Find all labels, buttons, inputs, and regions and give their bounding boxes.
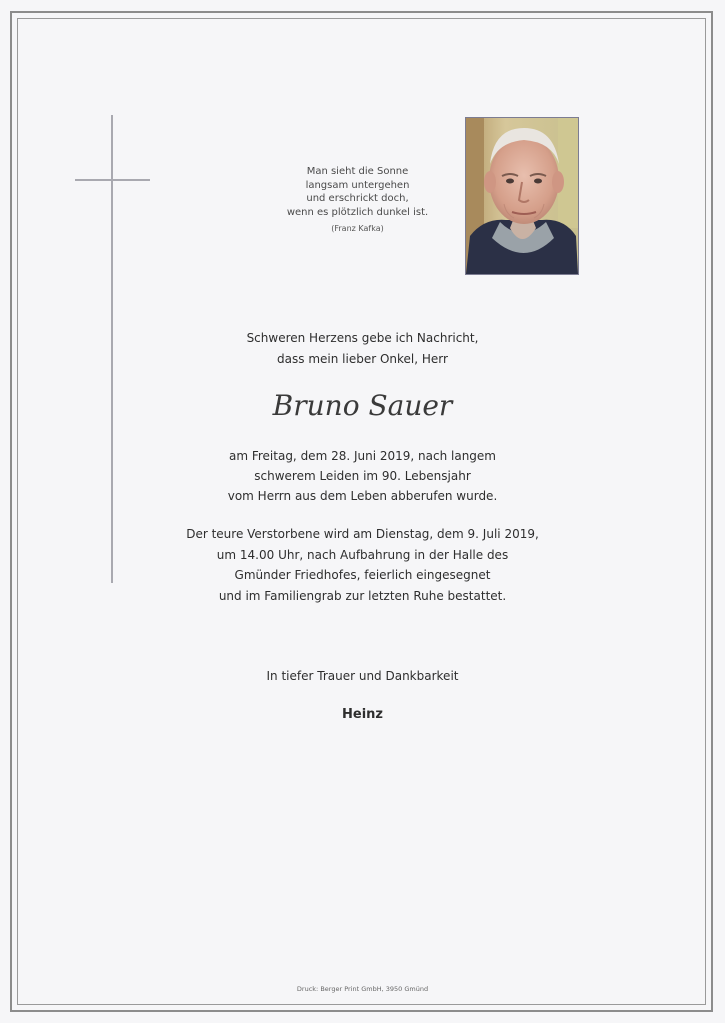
death-notice (150, 446, 575, 506)
funeral-notice (150, 524, 575, 606)
closing-text: In tiefer Trauer und Dankbarkeit (266, 669, 459, 683)
quote-line: wenn es plötzlich dunkel ist. (286, 206, 429, 218)
death-line: am Freitag, dem 28. Juni 2019, nach langem (228, 449, 496, 463)
death-line: schwerem Leiden im 90. Lebensjahr (254, 469, 471, 483)
signature: Heinz (342, 707, 383, 722)
quote-line: Man sieht die Sonne (306, 166, 409, 177)
deceased-name: Bruno Sauer (272, 389, 453, 422)
funeral-line: Der teure Verstorbene wird am Dienstag, dem 9. Juli 2019, (186, 527, 539, 541)
cross-vertical-bar (111, 115, 113, 583)
quote-author: (Franz Kafka) (331, 224, 384, 233)
printer-credit: Druck: Berger Print GmbH, 3950 Gmünd (296, 985, 429, 993)
cross-horizontal-bar (75, 179, 150, 181)
quote-line: langsam untergehen (305, 179, 410, 191)
funeral-line: um 14.00 Uhr, nach Aufbahrung in der Halle des (216, 547, 509, 562)
funeral-line: Gmünder Friedhofes, feierlich eingesegnet (234, 568, 491, 582)
portrait-image (466, 118, 578, 274)
portrait-photo (465, 117, 579, 275)
quote-block (270, 165, 445, 236)
death-line: vom Herrn aus dem Leben abberufen wurde. (227, 489, 498, 503)
intro-line: Schweren Herzens gebe ich Nachricht, (246, 331, 479, 345)
quote-line: und erschrickt doch, (306, 193, 409, 204)
intro-line: dass mein lieber Onkel, Herr (277, 352, 448, 366)
intro-text (150, 328, 575, 370)
funeral-line: und im Familiengrab zur letzten Ruhe bestattet. (218, 588, 507, 603)
